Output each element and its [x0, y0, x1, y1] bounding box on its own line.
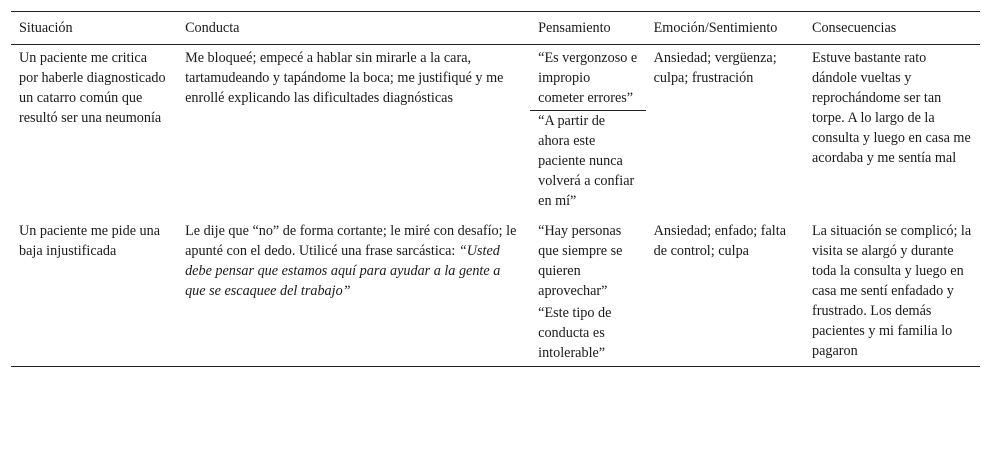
sarcastic-quote: “Usted debe pensar que estamos aquí para ayudar a la gente a que se escaquee del trabajo” [185, 243, 501, 299]
header-consecuencias: Consecuencias [812, 20, 897, 36]
header-emocion: Emoción/Sentimiento [653, 20, 778, 36]
behavior-analysis-table [11, 11, 980, 367]
header-conducta: Conducta [185, 20, 240, 36]
thought-text: “Este tipo de conducta es intolerable” [538, 305, 612, 361]
cell-situacion: Un paciente me critica por haberle diagnosticado un catarro común que resultó ser una neumonía [19, 50, 166, 126]
cell-consecuencias: Estuve bastante rato dándole vueltas y reprochándome ser tan torpe. A lo largo de la consulta y luego en casa me acordaba y me sentía mal [812, 50, 971, 166]
thought-divider [530, 110, 645, 211]
cell-consecuencias: La situación se complicó; la visita se alargó y durante toda la consulta y luego en casa me sentí enfadado y frustrado. Los demás pacientes y mi familia lo pagaron [812, 223, 972, 359]
table-row [11, 217, 980, 367]
header-pensamiento: Pensamiento [538, 20, 611, 36]
cell-emocion: Ansiedad; enfado; falta de control; culpa [653, 223, 786, 259]
table-body [11, 45, 980, 367]
cell-pensamiento [530, 45, 645, 218]
table-row [11, 45, 980, 218]
cell-conducta: Me bloqueé; empecé a hablar sin mirarle a la cara, tartamudeando y tapándome la boca; me justifiqué y me enrollé explicando las dificultades diagnósticas [185, 50, 504, 106]
thought-text: “A partir de ahora este paciente nunca volverá a confiar en mí” [538, 113, 635, 209]
header-row [11, 12, 980, 45]
cell-emocion: Ansiedad; vergüenza; culpa; frustración [653, 50, 777, 86]
cell-conducta [177, 217, 530, 367]
thought-text: “Es vergonzoso e impropio cometer errores” [538, 50, 638, 106]
cell-pensamiento [530, 217, 645, 367]
table-header [11, 12, 980, 45]
header-situacion: Situación [19, 20, 73, 36]
thought-text: “Hay personas que siempre se quieren aprovechar” [538, 223, 623, 299]
cell-situacion: Un paciente me pide una baja injustificada [19, 223, 161, 259]
table [11, 11, 980, 367]
conducta-text: Le dije que “no” de forma cortante; le miré con desafío; le apunté con el dedo. Utilicé una frase sarcástica: [185, 223, 517, 259]
